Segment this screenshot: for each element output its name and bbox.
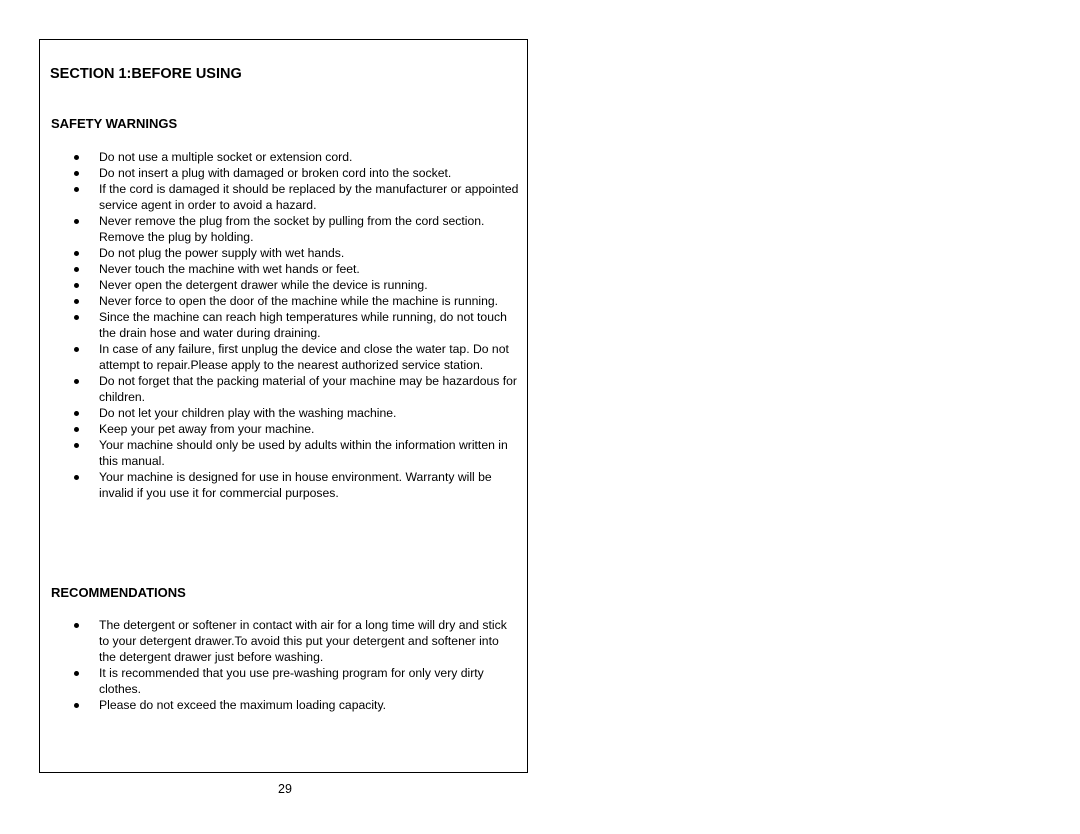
safety-warning-item: [68, 213, 519, 245]
bullet-icon: [74, 671, 79, 676]
bullet-icon: [74, 427, 79, 432]
recommendation-item-text: The detergent or softener in contact with air for a long time will dry and stick to your detergent drawer.To avoid this put your detergent and softener into the detergent drawer just before washing.: [99, 618, 507, 664]
safety-warning-item-text: Never remove the plug from the socket by pulling from the cord section. Remove the plug by holding.: [99, 214, 485, 244]
safety-warning-item-text: Do not forget that the packing material of your machine may be hazardous for children.: [99, 374, 517, 404]
recommendation-item: [68, 617, 519, 665]
safety-warning-item-text: Never force to open the door of the machine while the machine is running.: [99, 294, 499, 308]
safety-warning-item: [68, 309, 519, 341]
bullet-icon: [74, 299, 79, 304]
safety-warning-item-text: Never open the detergent drawer while the device is running.: [99, 278, 428, 292]
recommendation-item: [68, 665, 519, 697]
safety-warning-item-text: Your machine should only be used by adults within the information written in this manual.: [99, 438, 508, 468]
bullet-icon: [74, 251, 79, 256]
safety-warning-item: [68, 277, 519, 293]
bullet-icon: [74, 219, 79, 224]
bullet-icon: [74, 443, 79, 448]
bullet-icon: [74, 267, 79, 272]
safety-warning-item-text: If the cord is damaged it should be replaced by the manufacturer or appointed service agent in order to avoid a hazard.: [99, 182, 519, 212]
safety-warning-item: [68, 373, 519, 405]
safety-warning-item-text: Your machine is designed for use in house environment. Warranty will be invalid if you use it for commercial purposes.: [99, 470, 492, 500]
safety-warning-item-text: Since the machine can reach high temperatures while running, do not touch the drain hose and water during draining.: [99, 310, 507, 340]
safety-warning-item-text: In case of any failure, first unplug the device and close the water tap. Do not attempt to repair.Please apply to the nearest authorized service station.: [99, 342, 509, 372]
safety-warning-item: [68, 165, 519, 181]
bullet-icon: [74, 411, 79, 416]
bullet-icon: [74, 155, 79, 160]
safety-warnings-heading: SAFETY WARNINGS: [51, 116, 178, 131]
safety-warning-item: [68, 421, 519, 437]
safety-warning-item-text: Do not insert a plug with damaged or broken cord into the socket.: [99, 166, 452, 180]
safety-warning-item-text: Do not plug the power supply with wet hands.: [99, 246, 345, 260]
safety-warning-item-text: Do not let your children play with the washing machine.: [99, 406, 397, 420]
recommendation-item: [68, 697, 519, 713]
recommendations-heading: RECOMMENDATIONS: [51, 585, 186, 600]
recommendation-item-text: It is recommended that you use pre-washing program for only very dirty clothes.: [99, 666, 484, 696]
recommendation-item-text: Please do not exceed the maximum loading capacity.: [99, 698, 387, 712]
safety-warning-item: [68, 245, 519, 261]
safety-warning-item: [68, 341, 519, 373]
safety-warning-item: [68, 437, 519, 469]
bullet-icon: [74, 187, 79, 192]
safety-warnings-list: [68, 149, 519, 501]
section-title: SECTION 1:BEFORE USING: [50, 66, 242, 82]
safety-warning-item: [68, 405, 519, 421]
safety-warning-item: [68, 469, 519, 501]
recommendations-list: [68, 617, 519, 713]
page-number: 29: [278, 782, 292, 796]
safety-warning-item: [68, 293, 519, 309]
manual-page-frame: [39, 39, 528, 773]
bullet-icon: [74, 379, 79, 384]
safety-warning-item-text: Do not use a multiple socket or extension cord.: [99, 150, 353, 164]
safety-warning-item-text: Keep your pet away from your machine.: [99, 422, 315, 436]
safety-warning-item: [68, 149, 519, 165]
safety-warning-item-text: Never touch the machine with wet hands or feet.: [99, 262, 360, 276]
safety-warning-item: [68, 261, 519, 277]
bullet-icon: [74, 283, 79, 288]
bullet-icon: [74, 315, 79, 320]
bullet-icon: [74, 623, 79, 628]
bullet-icon: [74, 171, 79, 176]
safety-warning-item: [68, 181, 519, 213]
bullet-icon: [74, 347, 79, 352]
bullet-icon: [74, 703, 79, 708]
bullet-icon: [74, 475, 79, 480]
